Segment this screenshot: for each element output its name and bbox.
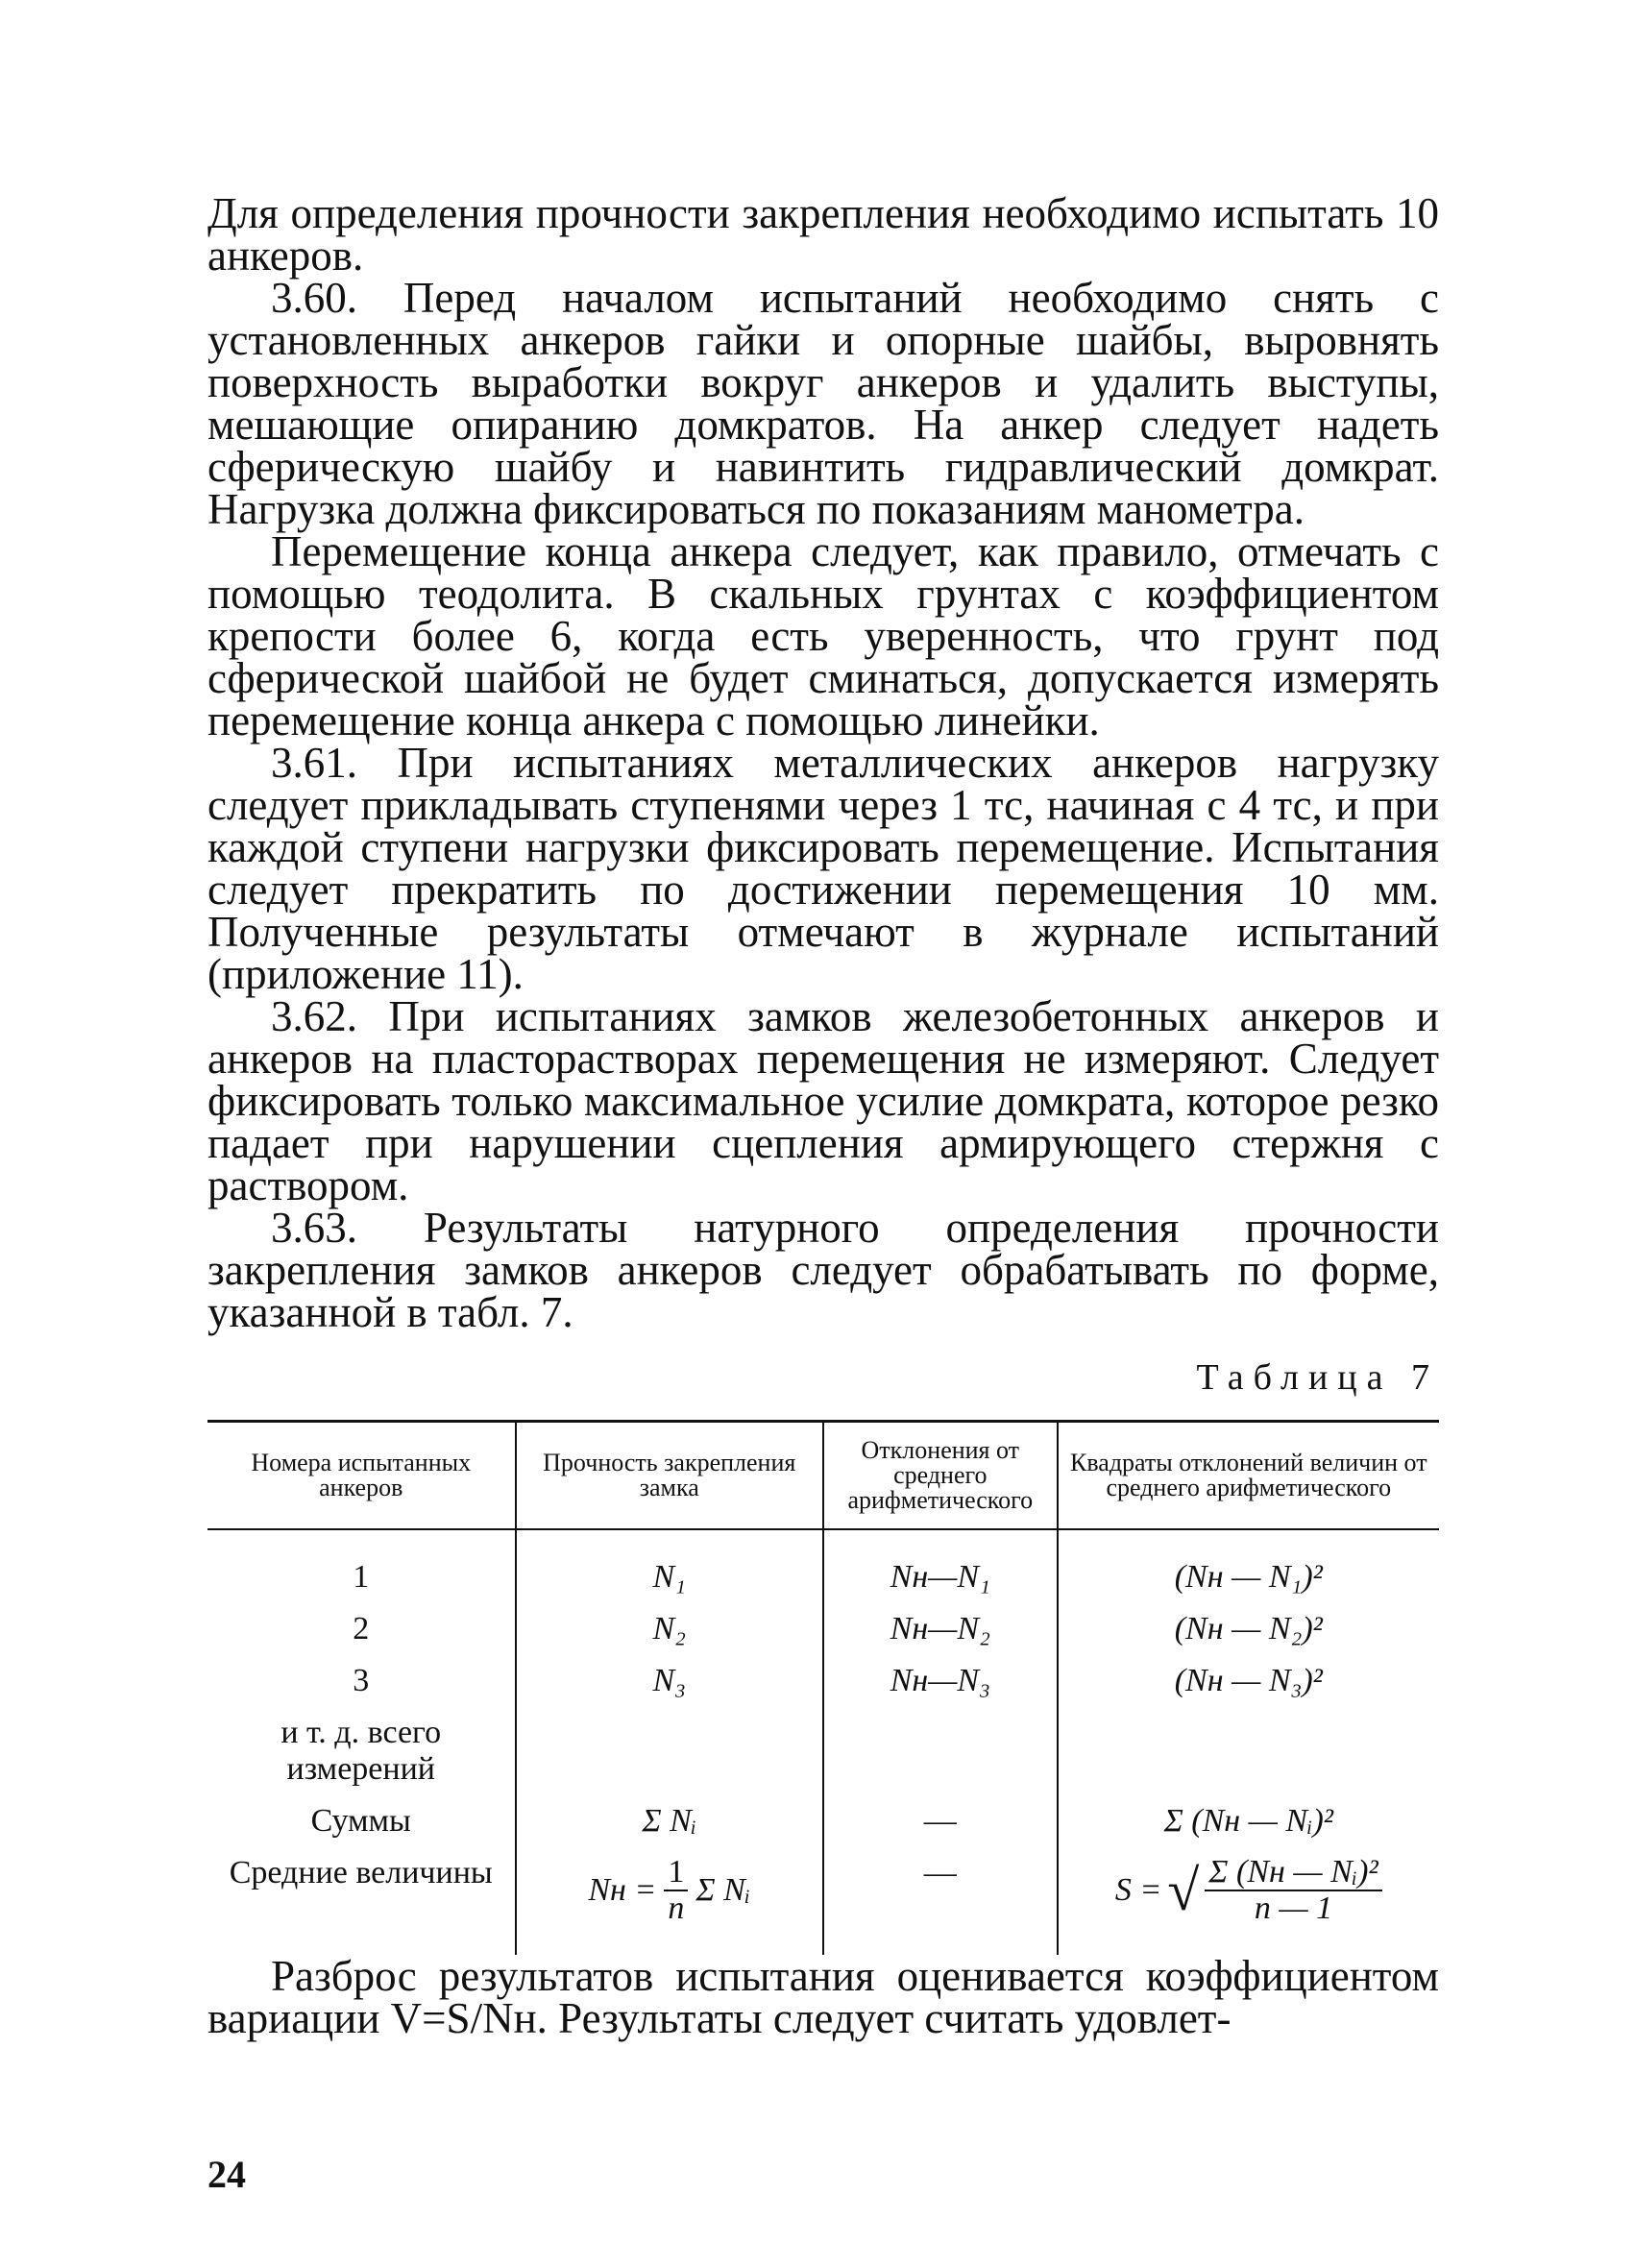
header-fixing-strength: Прочность закрепления замка	[516, 1422, 824, 1530]
table-row	[207, 1603, 1439, 1655]
table-cell: —	[823, 1847, 1058, 1955]
table-row	[207, 1707, 1439, 1795]
table-cell: N₃	[516, 1655, 824, 1707]
table-cell: Σ Nᵢ	[516, 1795, 824, 1847]
paragraph-3-63: 3.63. Результаты натурного определения прочности закрепления замков анкеров следует обрабатывать по форме, указанной в табл. 7.	[207, 1204, 1439, 1336]
table-cell: Σ (Nн — Nᵢ)²	[1058, 1795, 1439, 1847]
table-cell: Nн—N₁	[823, 1529, 1058, 1603]
paragraph-intro: Для определения прочности закрепления необходимо испытать 10 анкеров.	[207, 189, 1439, 280]
page-number: 24	[207, 2153, 246, 2196]
paragraph-3-62: 3.62. При испытаниях замков железобетонных анкеров и анкеров на пласторастворах перемещения не измеряют. Следует фиксировать только максимальное усилие домкрата, которое резко падает при нарушении сцепления армирующего стержня с раствором.	[207, 992, 1439, 1209]
std-lhs: S =	[1114, 1872, 1162, 1908]
table-row	[207, 1795, 1439, 1847]
mean-fraction	[664, 1855, 688, 1926]
table-cell: 3	[353, 1663, 370, 1698]
mean-fraction-numerator: 1	[664, 1855, 688, 1891]
table-cell: N₂	[516, 1603, 824, 1655]
table-header-row	[207, 1422, 1439, 1530]
table-cell	[1058, 1707, 1439, 1795]
square-root-icon: √	[1167, 1859, 1200, 1922]
paragraph-variation: Разброс результатов испытания оценивается коэффициентом вариации V=S/Nн. Результаты следует считать удовлет-	[207, 1952, 1439, 2042]
header-squared-deviations: Квадраты отклонений величин от среднего арифметического	[1058, 1422, 1439, 1530]
table-cell: (Nн — N₁)²	[1058, 1529, 1439, 1603]
std-formula	[1115, 1855, 1382, 1926]
table-row	[207, 1529, 1439, 1603]
table-cell-means-label: Средние величины	[229, 1855, 493, 1890]
header-anchor-numbers: Номера испытанных анкеров	[207, 1422, 516, 1530]
table-cell-std-formula	[1058, 1847, 1439, 1955]
table-caption: Таблица 7	[1196, 1357, 1439, 1398]
mean-formula	[588, 1855, 750, 1926]
table-cell	[516, 1707, 824, 1795]
table-cell-mean-formula	[516, 1847, 824, 1955]
table-cell: и т. д. всего измерений	[280, 1715, 442, 1787]
std-fraction-denominator: n — 1	[1254, 1890, 1333, 1926]
table-cell: (Nн — N₃)²	[1058, 1655, 1439, 1707]
header-deviations: Отклонения от среднего арифметического	[823, 1422, 1058, 1530]
table-cell: (Nн — N₂)²	[1058, 1603, 1439, 1655]
table-7	[207, 1420, 1439, 1955]
table-cell: 1	[353, 1559, 370, 1595]
mean-rhs: Σ Nᵢ	[695, 1872, 751, 1908]
table-row	[207, 1655, 1439, 1707]
mean-lhs: Nн =	[588, 1872, 657, 1908]
table-cell: Суммы	[310, 1803, 411, 1839]
table-cell: 2	[353, 1611, 370, 1646]
table-cell: Nн—N₃	[823, 1655, 1058, 1707]
page-content	[207, 189, 1439, 2042]
paragraph-displacement: Перемещение конца анкера следует, как правило, отмечать с помощью теодолита. В скальных грунтах с коэффициентом крепости более 6, когда есть уверенность, что грунт под сферической шайбой не будет сминаться, допускается измерять перемещение конца анкера с помощью линейки.	[207, 527, 1439, 744]
std-fraction	[1205, 1855, 1381, 1926]
table-cell: Nн—N₂	[823, 1603, 1058, 1655]
paragraph-3-60: 3.60. Перед началом испытаний необходимо снять с установленных анкеров гайки и опорные шайбы, выровнять поверхность выработки вокруг анкеров и удалить выступы, мешающие опиранию домкратов. На анкер следует надеть сферическую шайбу и навинтить гидравлический домкрат. Нагрузка должна фиксироваться по показаниям манометра.	[207, 274, 1439, 533]
table-cell	[823, 1707, 1058, 1795]
std-fraction-numerator: Σ (Nн — Nᵢ)²	[1205, 1855, 1381, 1891]
table-cell: —	[823, 1795, 1058, 1847]
table-cell: N₁	[516, 1529, 824, 1603]
mean-fraction-denominator: n	[668, 1890, 685, 1926]
paragraph-3-61: 3.61. При испытаниях металлических анкеров нагрузку следует прикладывать ступенями через 1 тс, начиная с 4 тс, и при каждой ступени нагрузки фиксировать перемещение. Испытания следует прекратить по достижении перемещения 10 мм. Полученные результаты отмечают в журнале испытаний (приложение 11).	[207, 739, 1439, 998]
table-row-means	[207, 1847, 1439, 1955]
